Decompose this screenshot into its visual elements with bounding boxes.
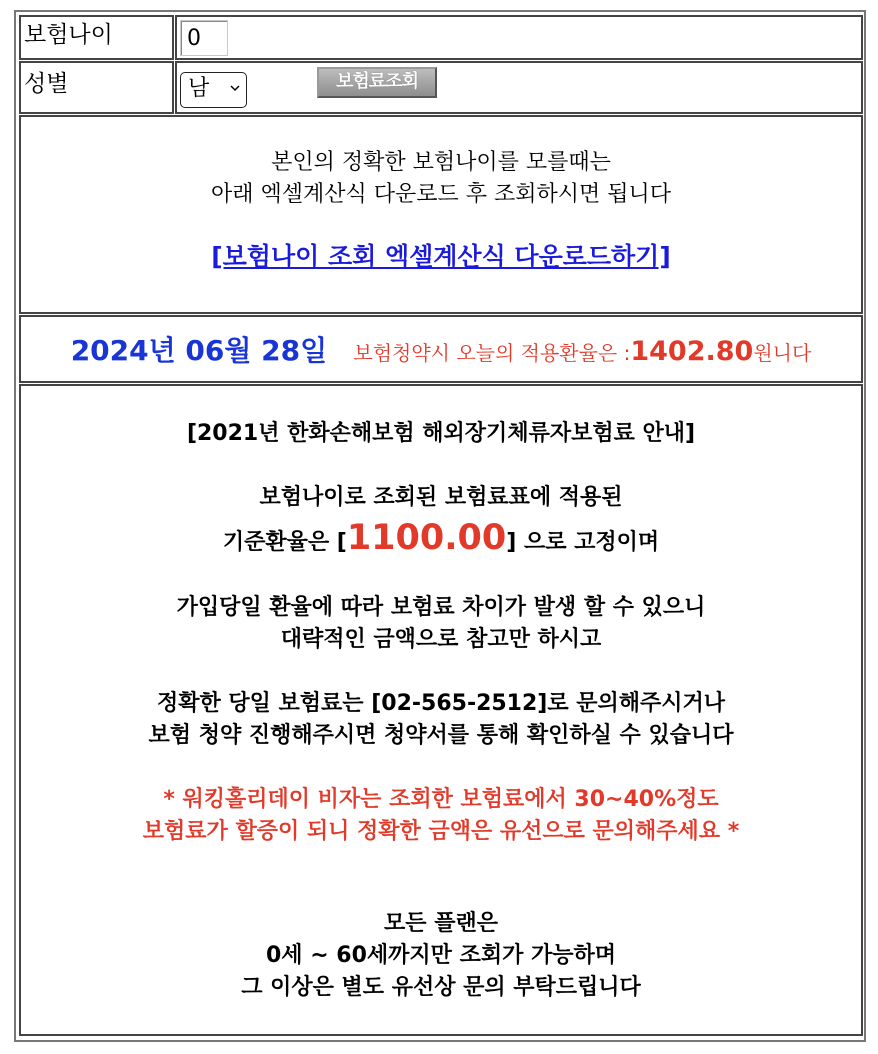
notice-p4-line1: * 워킹홀리데이 비자는 조회한 보험료에서 30~40%정도 <box>163 787 719 812</box>
notice-p1-line1: 보험나이로 조회된 보험료표에 적용된 <box>259 485 623 510</box>
chevron-down-icon <box>230 83 240 93</box>
notice-title: [2021년 한화손해보험 해외장기체류자보험료 안내] <box>186 421 696 446</box>
gender-label: 성별 <box>19 61 174 114</box>
notice-p4-line2: 보험료가 할증이 되니 정확한 금액은 유선으로 문의해주세요 * <box>142 819 740 844</box>
info-line-1: 본인의 정확한 보험나이를 모를때는 <box>271 150 611 175</box>
gender-select[interactable] <box>180 72 247 108</box>
notice-p1-before: 기준환율은 [ <box>222 530 347 555</box>
age-value-cell <box>175 15 863 60</box>
notice-p3-line1: 정확한 당일 보험료는 [02-565-2512]로 문의해주시거나 <box>156 691 726 716</box>
gender-value-cell <box>175 61 863 114</box>
exchange-rate-section <box>19 315 863 383</box>
notice-section <box>19 384 863 1036</box>
age-label: 보험나이 <box>19 15 174 60</box>
notice-p2-line1: 가입당일 환율에 따라 보험료 차이가 발생 할 수 있으니 <box>176 595 706 620</box>
info-section <box>19 115 863 314</box>
insurance-form-table <box>14 10 866 1042</box>
notice-p5-line2: 0세 ~ 60세까지만 조회가 가능하며 <box>265 943 617 968</box>
notice-p3-line2: 보험 청약 진행해주시면 청약서를 통해 확인하실 수 있습니다 <box>148 723 734 748</box>
fixed-exchange-rate: 1100.00 <box>346 518 507 558</box>
notice-p1-after: ] 으로 고정이며 <box>506 530 660 555</box>
exchange-rate-prefix: 보험청약시 오늘의 적용환율은 : <box>353 341 631 365</box>
notice-p2-line2: 대략적인 금액으로 참고만 하시고 <box>280 627 602 652</box>
age-input[interactable] <box>180 20 228 56</box>
notice-p5-line3: 그 이상은 별도 유선상 문의 부탁드립니다 <box>241 975 641 1000</box>
notice-p5-line1: 모든 플랜은 <box>384 911 498 936</box>
excel-download-link[interactable]: [보험나이 조회 엑셀계산식 다운로드하기] <box>211 242 671 271</box>
exchange-rate-suffix: 원니다 <box>753 341 812 365</box>
info-line-2: 아래 엑셀계산식 다운로드 후 조회하시면 됩니다 <box>210 182 671 207</box>
exchange-rate-value: 1402.80 <box>630 336 754 367</box>
query-premium-button[interactable]: 보험료조회 <box>317 67 437 98</box>
today-date: 2024년 06월 28일 <box>70 334 328 367</box>
notice-p1-line2 <box>21 518 861 563</box>
gender-selected-value: 남 <box>188 76 210 101</box>
